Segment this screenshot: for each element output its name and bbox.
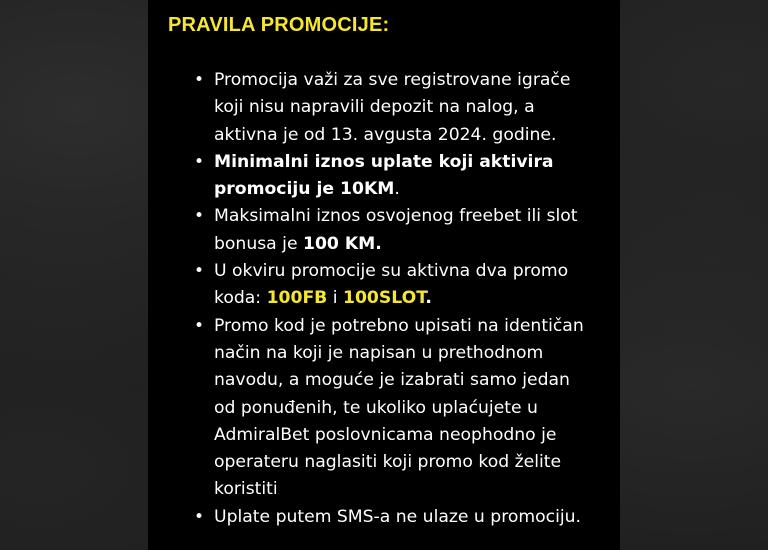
rule-text-suffix: .: [394, 179, 400, 200]
rule-text: Maksimalni iznos osvojenog freebet ili slot bonusa je: [214, 206, 578, 254]
bullet-icon: •: [194, 70, 205, 90]
bullet-icon: •: [194, 315, 205, 336]
rule-item-eligibility: [194, 67, 586, 149]
rule-bold-text: Minimalni iznos uplate koji aktivira promociju je 10KM: [214, 151, 554, 200]
bullet-icon: •: [194, 506, 205, 527]
rule-text: U okviru promocije su aktivna dva promo koda:: [214, 261, 569, 309]
rule-text: Promo kod je potrebno upisati na identičan način na koji je napisan u prethodnom navodu, a moguće je izabrati samo jedan od ponuđenih, te ukoliko uplaćujete u AdmiralBet poslovnicama neophodno je operateru naglasiti koji promo kod želite koristiti: [214, 315, 584, 500]
bullet-icon: •: [194, 151, 205, 172]
rules-list: [168, 67, 620, 531]
rule-bold-text: 100 KM.: [302, 233, 382, 254]
rule-item-sms-exclusion: [194, 504, 586, 531]
rule-item-promo-codes: [194, 258, 586, 313]
rule-item-minimum-deposit: [194, 149, 586, 204]
rule-text: Uplate putem SMS-a ne ulaze u promociju.: [214, 506, 582, 527]
rule-connector: i: [327, 288, 343, 309]
bullet-icon: •: [194, 261, 205, 282]
rule-item-code-entry: [194, 313, 586, 504]
promo-code-freebet: 100FB: [266, 288, 328, 309]
rule-text-suffix: .: [425, 288, 432, 309]
promo-rules-panel: [148, 0, 620, 550]
rule-text: Promocija važi za sve registrovane igrače koji nisu napravili depozit na nalog, a aktivna je od 13. avgusta 2024. godine.: [214, 70, 571, 145]
rule-item-max-win: [194, 203, 586, 258]
bullet-icon: •: [194, 206, 205, 227]
rules-heading: PRAVILA PROMOCIJE:: [168, 14, 390, 36]
promo-code-slot: 100SLOT: [342, 288, 426, 309]
